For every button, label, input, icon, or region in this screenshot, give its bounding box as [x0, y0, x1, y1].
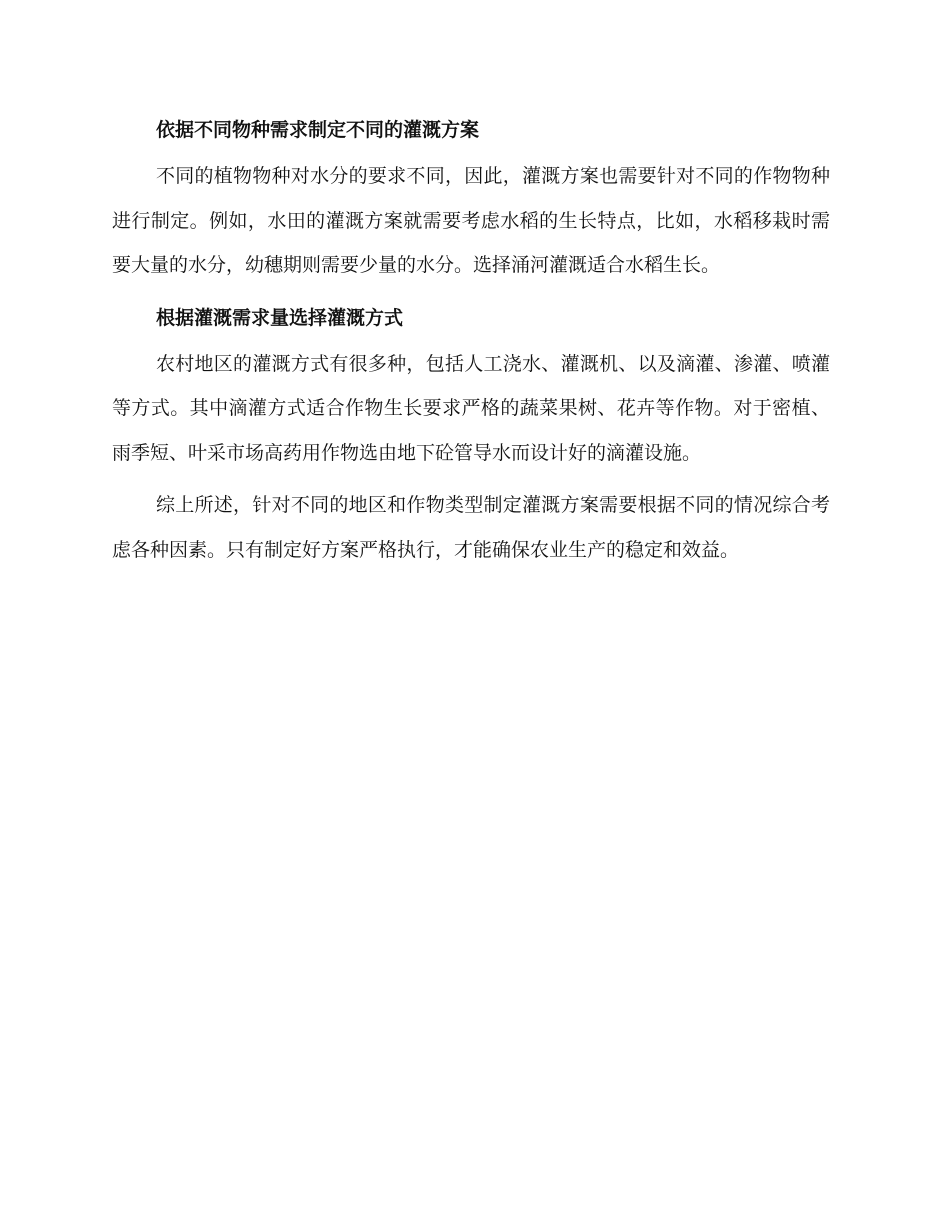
conclusion-paragraph: 综上所述，针对不同的地区和作物类型制定灌溉方案需要根据不同的情况综合考虑各种因素。只有制定好方案严格执行，才能确保农业生产的稳定和效益。 [112, 494, 830, 561]
document-page [112, 108, 830, 580]
section-heading-species: 依据不同物种需求制定不同的灌溉方案 [156, 119, 480, 141]
section-paragraph-species: 不同的植物物种对水分的要求不同，因此，灌溉方案也需要针对不同的作物物种进行制定。例如，水田的灌溉方案就需要考虑水稻的生长特点，比如，水稻移栽时需要大量的水分，幼穗期则需要少量的水分。选择涌河灌溉适合水稻生长。 [112, 165, 830, 276]
section-paragraph-method: 农村地区的灌溉方式有很多种，包括人工浇水、灌溉机、以及滴灌、渗灌、喷灌等方式。其中滴灌方式适合作物生长要求严格的蔬菜果树、花卉等作物。对于密植、雨季短、叶采市场高药用作物选由地下砼管导水而设计好的滴灌设施。 [112, 352, 830, 464]
section-heading-method: 根据灌溉需求量选择灌溉方式 [156, 306, 404, 329]
